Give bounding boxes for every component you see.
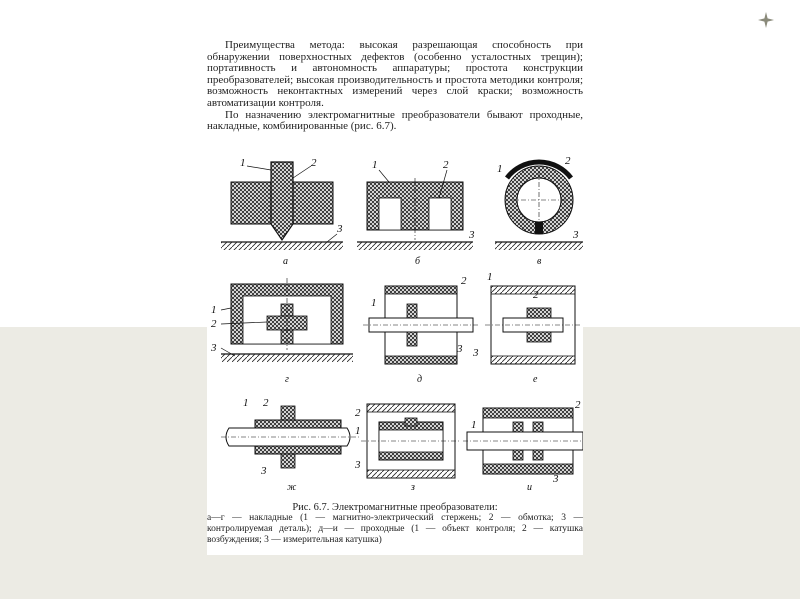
figure-caption [207,502,583,546]
panel-a [221,157,343,267]
label-2: 2 [355,407,361,419]
label-1: 1 [355,425,361,437]
panel-label-g: г [285,374,289,385]
label-1: 1 [487,271,493,283]
panel-label-i: и [527,482,532,493]
panel-zh [221,397,359,493]
panel-e [472,271,581,385]
panel-label-d: д [417,374,423,385]
label-1: 1 [372,159,378,171]
panel-label-z: з [411,482,415,493]
label-3: 3 [211,342,217,354]
label-2: 2 [263,397,269,409]
label-2: 2 [211,318,217,330]
label-3: 3 [261,465,267,477]
label-1: 1 [211,304,217,316]
paragraph-classification: По назначению электромагнитные преобразователи бывают проходные, накладные, комбинированные (рис. 6.7). [207,108,583,133]
caption-title: Рис. 6.7. Электромагнитные преобразователи: [292,502,498,513]
figure-6-7 [207,152,583,502]
scanned-page [207,40,583,555]
label-2: 2 [311,157,317,169]
panel-z [354,404,461,493]
panel-label-a: а [283,256,288,267]
label-3: 3 [355,459,361,471]
label-3: 3 [469,229,475,241]
intro-text [207,40,583,133]
label-1: 1 [497,163,503,175]
label-2: 2 [575,399,581,411]
label-3: 3 [337,223,343,235]
label-1: 1 [240,157,246,169]
label-3: 3 [473,347,479,359]
label-2: 2 [443,159,449,171]
panel-b [357,159,475,267]
panel-v [495,155,583,267]
label-3: 3 [553,473,559,485]
panel-label-b: б [415,256,421,267]
label-2: 2 [533,289,539,301]
panel-label-e: е [533,374,538,385]
four-point-star-icon [758,12,774,28]
label-3: 3 [457,343,463,355]
label-2: 2 [565,155,571,167]
panel-d [363,275,479,385]
label-2: 2 [461,275,467,287]
paragraph-advantages: Преимущества метода: высокая разрешающая способность при обнаружении поверхностных дефектов (особенно усталостных трещин); портативность и автономность аппаратуры; простота конструкции преобразователей; высокая производительность и простота методики контроля; возможность неконтактных измерений через слой краски; возможность автоматизации контроля. [207,39,583,109]
panel-label-zh: ж [287,482,297,493]
label-1: 1 [371,297,377,309]
label-3: 3 [573,229,579,241]
panel-i [463,399,583,493]
caption-text: а—г — накладные (1 — магнитно-электрический стержень; 2 — обмотка; 3 — контролируемая деталь); д—и — проходные (1 — объект контроля; 2 — катушка возбуждения; 3 — измерительная катушка) [207,513,583,545]
label-1: 1 [243,397,249,409]
panel-label-v: в [537,256,542,267]
label-1: 1 [471,419,477,431]
panel-g [210,278,353,385]
